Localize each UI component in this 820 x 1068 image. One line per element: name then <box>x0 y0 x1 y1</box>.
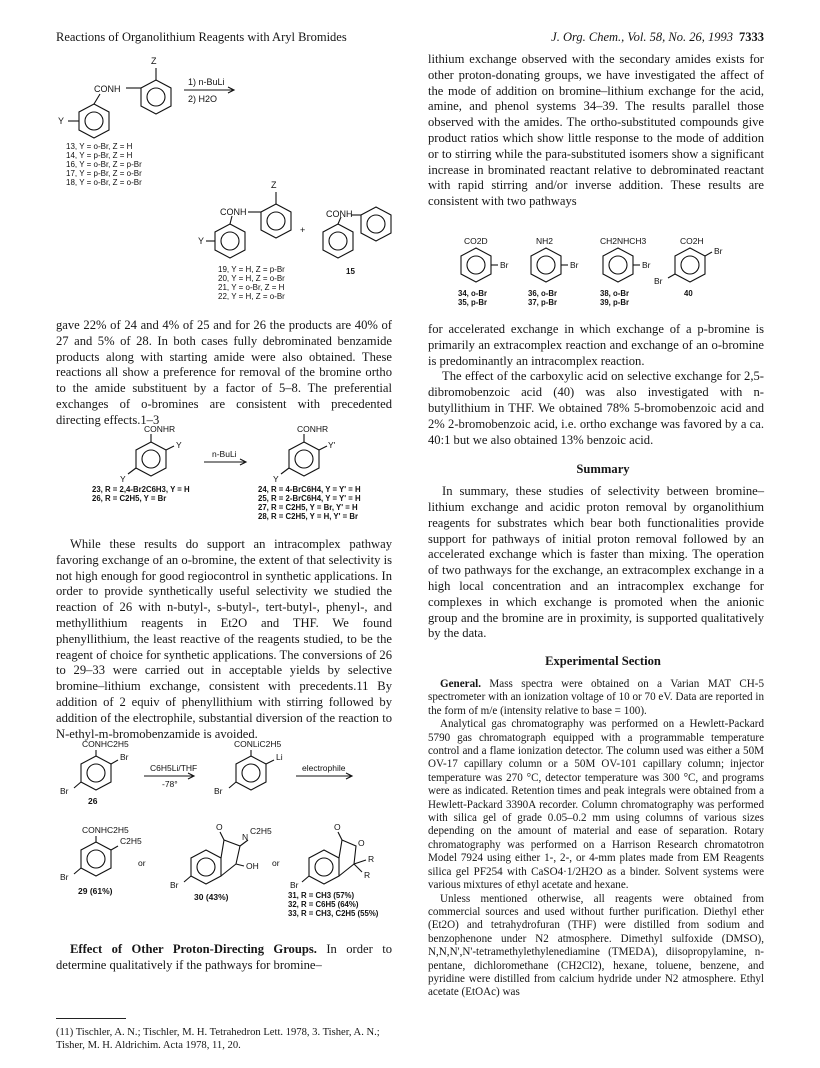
compound-label: 18, Y = o-Br, Z = o-Br <box>66 178 142 187</box>
reactant-label: 26, R = C2H5, Y = Br <box>92 494 167 503</box>
reagent-2: 2) H2O <box>188 94 218 104</box>
paragraph: for accelerated exchange in which exchange of a p-bromine is primarily an extracomplex reaction and exchange of an o-bromine is predominantly an intracomplex reaction. <box>428 322 764 368</box>
compound-label: 13, Y = o-Br, Z = H <box>66 142 133 151</box>
scheme-phenyllithium-electrophile <box>56 738 392 936</box>
paragraph-body: Mass spectra were obtained on a Varian MAT CH-5 spectrometer with an ionization voltage of 10 or 70 eV. Data are reported in the form of m/e (intensity relative to base = 100). <box>428 678 764 717</box>
right-column-text-1 <box>428 52 764 210</box>
y-label: Y <box>198 236 205 246</box>
left-column-text-1 <box>56 318 392 429</box>
electrophile-label: electrophile <box>302 763 346 773</box>
br-label: Br <box>170 880 179 890</box>
product-label: 21, Y = o-Br, Z = H <box>218 283 285 292</box>
product-label: 27, R = C2H5, Y = Br, Y' = H <box>258 503 358 512</box>
experimental-heading: Experimental Section <box>545 654 661 669</box>
scheme-nbuli-exchange <box>56 426 392 534</box>
plus-sign: + <box>300 225 306 235</box>
product-label: 22, Y = H, Z = o-Br <box>218 292 285 301</box>
compound-label: 16, Y = o-Br, Z = p-Br <box>66 160 142 169</box>
compound-label: 17, Y = p-Br, Z = o-Br <box>66 169 142 178</box>
br-label: Br <box>290 880 299 890</box>
running-header-title: Reactions of Organolithium Reagents with Aryl Bromides <box>56 30 347 44</box>
compound-label: 36, o-Br <box>528 289 558 298</box>
product-29-label: 29 (61%) <box>78 886 113 896</box>
or-label: or <box>138 858 146 868</box>
compound-label: 38, o-Br <box>600 289 630 298</box>
br-label: Br <box>570 260 579 270</box>
paragraph: Analytical gas chromatography was performed on a Hewlett-Packard 5790 gas chromatograph equipped with a programmable temperature control and a flame ionization detector. The column used was either a 50M OV-17 capillary column or a 50M OV-101 capillary column; injector temperature was 270 °C, detector temperature was 300 °C, and programs were as indicated. Retention times and peak integrals were obtained from a Hewlett-Packard 3390A recorder. Column chromatography was performed with silica gel of grade 0.05–0.2 mm using columns of various sizes depending on the amount of material and ease of separation. Rotary chromatography was performed on a Harrison Research chromatotron Model 7924 using either 1-, 2-, or 4-mm plates made from EM Reagents silica gel PF254 with CaSO4·1/2H2O as a binder. Solvent systems were various mixtures of ethyl acetate and hexane. <box>428 718 764 892</box>
y-label: Y <box>273 474 279 484</box>
run-in-heading: General. <box>440 678 481 690</box>
footnote: (11) Tischler, A. N.; Tischler, M. H. Tetrahedron Lett. 1978, 3. Tisher, A. N.; Tisher, M. H. Aldrichim. Acta 1978, 11, 20. <box>56 1027 380 1051</box>
br-label: Br <box>642 260 651 270</box>
li-label: Li <box>276 752 283 762</box>
y-label: Y <box>58 116 65 126</box>
experimental-text <box>428 678 764 1000</box>
temperature-label: -78° <box>162 779 178 789</box>
product-label: 28, R = C2H5, Y = H, Y' = Br <box>258 512 359 521</box>
product-32-label: 32, R = C6H5 (64%) <box>288 900 359 909</box>
o-label: O <box>216 822 223 832</box>
conhet-label: CONHC2H5 <box>82 825 129 835</box>
paragraph <box>56 942 392 974</box>
product-label: 19, Y = H, Z = p-Br <box>218 265 285 274</box>
reagent-label: C6H5Li/THF <box>150 763 198 773</box>
paragraph: gave 22% of 24 and 4% of 25 and for 26 the products are 40% of 27 and 5% of 28. In both cases fully debrominated benzamide products along with starting amide were also obtained. These reactions all show a preference for removal of the bromine ortho to the amide substituent by a factor of 5–8. The preferential exchanges of o-bromines are consistent with precedented directing effects.1–3 <box>56 318 392 427</box>
or-label: or <box>272 858 280 868</box>
paragraph <box>428 678 764 718</box>
paragraph: While these results do support an intracomplex pathway favoring exchange of an o-bromine, the extent of that selectivity is not high enough for good regiocontrol in synthetic applications. In order to provide synthetically useful selectivity we studied the reaction of 26 with n-butyl-, s-butyl-, tert-butyl-, phenyl-, and methyllithium reagents in Et2O and THF. We found phenyllithium, the least reactive of the reagents studied, to be the reagent of choice for synthetic applications. The conversions of 26 to 29–33 were carried out in acceptable yields by selective bromine–lithium exchange, consistent with precedents.11 By addition of 2 equiv of phenyllithium with stirring followed by addition of the electrophile, substantial diversion of the reaction to N-ethyl-m-bromobenzamide is avoided. <box>56 537 392 741</box>
footnote-rule <box>56 1018 126 1019</box>
compound-label: 35, p-Br <box>458 298 488 307</box>
compound-label: 39, p-Br <box>600 298 630 307</box>
o-label: O <box>358 838 365 848</box>
product-33-label: 33, R = CH3, C2H5 (55%) <box>288 909 379 918</box>
product-30-label: 30 (43%) <box>194 892 229 902</box>
left-column-text-3 <box>56 942 392 974</box>
product-label: 24, R = 4-BrC6H4, Y = Y' = H <box>258 485 361 494</box>
br-label: Br <box>214 786 223 796</box>
br-label: Br <box>500 260 509 270</box>
journal-citation: J. Org. Chem., Vol. 58, No. 26, 1993 <box>551 30 733 44</box>
summary-paragraph: In summary, these studies of selectivity between bromine–lithium exchange and acidic proton removal by organolithium reagents for substrates which bear both functionalities provide support for pathways of initial proton removal followed by an accelerated exchange which is faster than mixing. The operation of two pathways for the exchange, an extracomplex exchange in a high local concentration and an intracomplex exchange for complexes in which exchange is promoted when the anionic group and the bromine are in proximity, is supported qualitatively by the data. <box>428 484 764 641</box>
ch2nhch3-label: CH2NHCH3 <box>600 236 647 246</box>
br-label: Br <box>60 786 69 796</box>
reagent-label: n-BuLi <box>212 449 237 459</box>
co2d-label: CO2D <box>464 236 488 246</box>
r-label: R <box>364 870 371 880</box>
z-label: Z <box>151 56 157 66</box>
compound-label: 37, p-Br <box>528 298 558 307</box>
compound-label: 34, o-Br <box>458 289 488 298</box>
y-label: Y <box>176 440 182 450</box>
scheme-proton-directing-substrates <box>428 234 764 316</box>
compound-40-label: 40 <box>684 289 693 298</box>
running-header-journal <box>551 30 764 45</box>
paragraph-body: In order to determine qualitatively if the pathways for bromine– <box>56 942 393 972</box>
reactant-label: 23, R = 2,4-Br2C6H3, Y = H <box>92 485 190 494</box>
left-column-text-2 <box>56 537 392 742</box>
c2h5-label: C2H5 <box>250 826 272 836</box>
c2h5-label: C2H5 <box>120 836 142 846</box>
conhet-label: CONHC2H5 <box>82 739 129 749</box>
co2h-label: CO2H <box>680 236 704 246</box>
page-number: 7333 <box>739 30 764 44</box>
summary-heading: Summary <box>576 462 630 477</box>
conh-label: CONH <box>326 209 353 219</box>
br-label: Br <box>714 246 723 256</box>
paragraph: The effect of the carboxylic acid on selective exchange for 2,5-dibromobenzoic acid (40) was also investigated with n-butyllithium in THF. We obtained 78% 5-bromobenzoic acid and 2% 2-bromobenzoic acid, i.e. ortho exchange was favored by a ca. 40:1 but we also obtained 13% benzoic acid. <box>428 369 764 447</box>
paragraph: lithium exchange observed with the secondary amides exists for other proton-donating groups, we have investigated the affect of the mode of addition on bromine–lithium exchange for the acid, amine, and phenol systems 34–39. The results parallel those observed with the amides. The ortho-substituted compounds give product ratios which show little response to the mode of addition or to stirring while the para-substituted isomers show a significant increase in brominated reactant relative to debrominated reactant with rapid stirring and/or inverse addition. These results are consistent with two pathways <box>428 52 764 209</box>
yprime-label: Y' <box>328 440 336 450</box>
run-in-heading: Effect of Other Proton-Directing Groups. <box>70 942 317 956</box>
n-label: N <box>242 832 249 842</box>
br-label: Br <box>120 752 129 762</box>
br-label: Br <box>654 276 663 286</box>
conlic-label: CONLiC2H5 <box>234 739 282 749</box>
br-label: Br <box>60 872 69 882</box>
scheme-bromoamide-exchange <box>56 52 396 310</box>
oh-label: OH <box>246 861 259 871</box>
compound-26-label: 26 <box>88 796 98 806</box>
product-label: 25, R = 2-BrC6H4, Y = Y' = H <box>258 494 361 503</box>
compound-15-label: 15 <box>346 267 355 276</box>
conhr-label: CONHR <box>144 426 176 434</box>
r-label: R <box>368 854 375 864</box>
conh-label: CONH <box>220 207 247 217</box>
conhr-label: CONHR <box>297 426 329 434</box>
product-label: 20, Y = H, Z = o-Br <box>218 274 285 283</box>
o-label: O <box>334 822 341 832</box>
compound-label: 14, Y = p-Br, Z = H <box>66 151 133 160</box>
nh2-label: NH2 <box>536 236 554 246</box>
y-label: Y <box>120 474 126 484</box>
right-column-text-2 <box>428 322 764 674</box>
product-31-label: 31, R = CH3 (57%) <box>288 891 355 900</box>
conh-label: CONH <box>94 84 121 94</box>
reagent-1: 1) n-BuLi <box>188 77 225 87</box>
paragraph: Unless mentioned otherwise, all reagents were obtained from commercial sources and used without further purification. Diethyl ether (Et2O) and tetrahydrofuran (THF) were distilled from sodium and benzophenone under N2 atmosphere. Dimethyl sulfoxide (DMSO), N,N,N',N'-tetramethylethylenediamine (TMEDA), diisopropylamine, n-pentane, dichloromethane (CH2Cl2), hexane, toluene, benzene, and pyridine were distilled from calcium hydride under N2 atmosphere. Ethyl acetate (EtOAc) was <box>428 892 764 999</box>
z-label: Z <box>271 180 277 190</box>
